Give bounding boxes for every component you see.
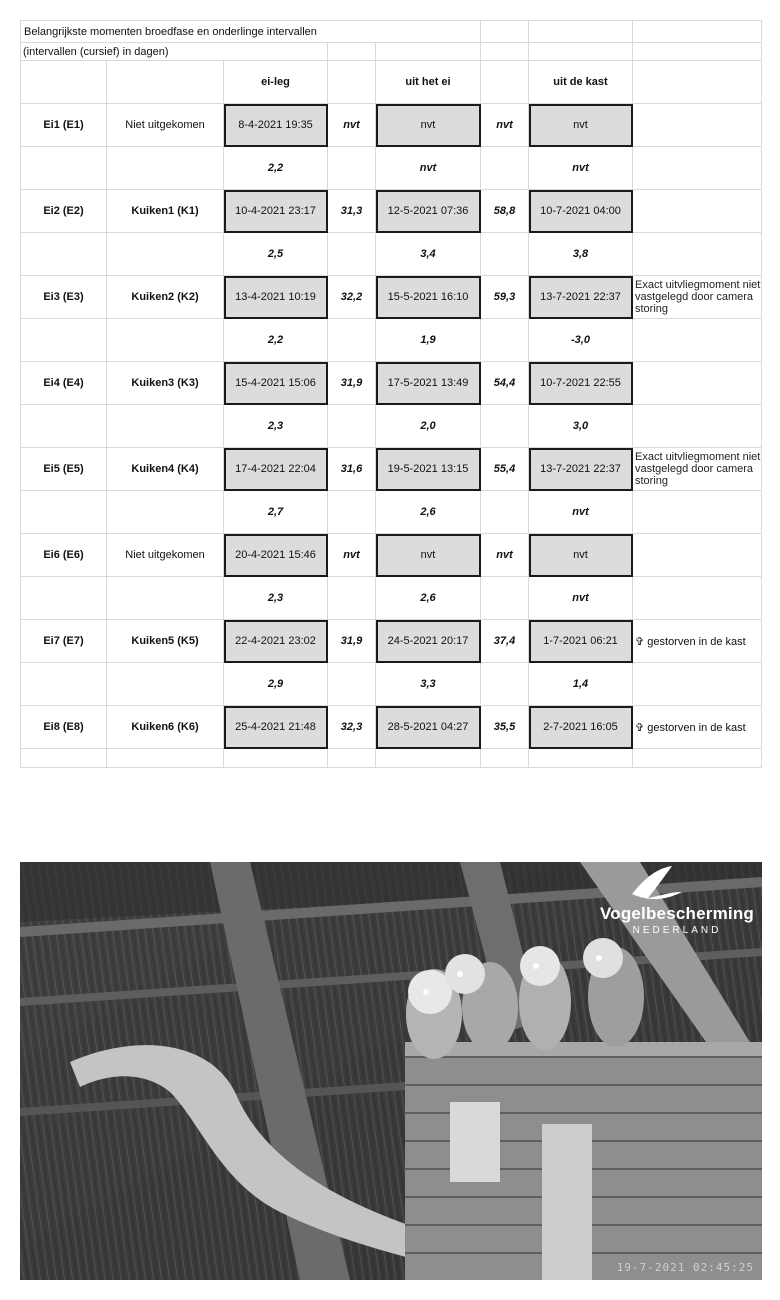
empty-cell <box>481 405 529 448</box>
laying-interval: 2,5 <box>224 233 328 276</box>
egg-row <box>21 190 762 233</box>
empty-cell <box>633 43 762 61</box>
laying-interval: 2,7 <box>224 491 328 534</box>
empty-cell <box>633 749 762 768</box>
row-note: Exact uitvliegmoment niet vastgelegd door camera storing <box>633 448 762 491</box>
empty-cell <box>107 147 224 190</box>
row-note: ✞ gestorven in de kast <box>633 706 762 749</box>
empty-cell <box>328 147 376 190</box>
empty-cell <box>107 663 224 706</box>
fledge-interval: 1,4 <box>529 663 633 706</box>
laying-date: 13-4-2021 10:19 <box>224 276 328 319</box>
hatch-to-fledge-days: nvt <box>481 534 529 577</box>
chick-label: Kuiken3 (K3) <box>107 362 224 405</box>
empty-cell <box>21 61 107 104</box>
nest-box-opening <box>450 1102 500 1182</box>
empty-cell <box>21 405 107 448</box>
egg-row <box>21 276 762 319</box>
egg-row <box>21 706 762 749</box>
laying-date: 25-4-2021 21:48 <box>224 706 328 749</box>
fledge-interval: 3,8 <box>529 233 633 276</box>
fledge-date: nvt <box>529 534 633 577</box>
hatch-to-fledge-days: 59,3 <box>481 276 529 319</box>
hatch-interval: 2,6 <box>376 577 481 620</box>
chick-label: Niet uitgekomen <box>107 104 224 147</box>
hatch-date: 15-5-2021 16:10 <box>376 276 481 319</box>
empty-cell <box>633 233 762 276</box>
empty-cell <box>481 663 529 706</box>
interval-row <box>21 147 762 190</box>
empty-cell <box>107 749 224 768</box>
chick-label: Kuiken6 (K6) <box>107 706 224 749</box>
empty-cell <box>107 491 224 534</box>
empty-cell <box>21 319 107 362</box>
laying-date: 15-4-2021 15:06 <box>224 362 328 405</box>
fledge-interval: 3,0 <box>529 405 633 448</box>
logo-subtitle: NEDERLAND <box>632 925 722 936</box>
row-note: ✞ gestorven in de kast <box>633 620 762 663</box>
hatch-to-fledge-days: 35,5 <box>481 706 529 749</box>
empty-cell <box>328 319 376 362</box>
chick-label: Kuiken5 (K5) <box>107 620 224 663</box>
interval-row <box>21 663 762 706</box>
hatch-interval: 3,4 <box>376 233 481 276</box>
fledge-interval: nvt <box>529 577 633 620</box>
row-note: Exact uitvliegmoment niet vastgelegd door camera storing <box>633 276 762 319</box>
laying-to-hatch-days: nvt <box>328 534 376 577</box>
broedfase-table <box>20 20 762 768</box>
empty-cell <box>21 749 107 768</box>
chick-label: Kuiken4 (K4) <box>107 448 224 491</box>
chick-label: Kuiken1 (K1) <box>107 190 224 233</box>
empty-cell <box>107 577 224 620</box>
laying-to-hatch-days: 32,3 <box>328 706 376 749</box>
empty-cell <box>633 663 762 706</box>
interval-row <box>21 577 762 620</box>
hatch-date: nvt <box>376 534 481 577</box>
interval-row <box>21 491 762 534</box>
empty-cell <box>107 319 224 362</box>
empty-cell <box>328 43 376 61</box>
egg-label: Ei1 (E1) <box>21 104 107 147</box>
table-rows <box>21 104 762 749</box>
table-title: Belangrijkste momenten broedfase en onderlinge intervallen <box>21 21 481 43</box>
header-fledge: uit de kast <box>529 61 633 104</box>
fledge-date: 10-7-2021 04:00 <box>529 190 633 233</box>
laying-to-hatch-days: 31,6 <box>328 448 376 491</box>
empty-cell <box>107 61 224 104</box>
laying-date: 22-4-2021 23:02 <box>224 620 328 663</box>
hatch-to-fledge-days: 37,4 <box>481 620 529 663</box>
egg-label: Ei3 (E3) <box>21 276 107 319</box>
hatch-date: 28-5-2021 04:27 <box>376 706 481 749</box>
laying-to-hatch-days: nvt <box>328 104 376 147</box>
empty-cell <box>529 749 633 768</box>
laying-date: 8-4-2021 19:35 <box>224 104 328 147</box>
egg-label: Ei6 (E6) <box>21 534 107 577</box>
laying-to-hatch-days: 31,3 <box>328 190 376 233</box>
egg-label: Ei4 (E4) <box>21 362 107 405</box>
empty-cell <box>107 233 224 276</box>
hatch-to-fledge-days: 55,4 <box>481 448 529 491</box>
hatch-date: 12-5-2021 07:36 <box>376 190 481 233</box>
fledge-date: nvt <box>529 104 633 147</box>
egg-row <box>21 104 762 147</box>
fledge-date: 2-7-2021 16:05 <box>529 706 633 749</box>
fledge-interval: nvt <box>529 491 633 534</box>
nest-box-top <box>405 1042 762 1056</box>
hatch-interval: 1,9 <box>376 319 481 362</box>
row-note <box>633 362 762 405</box>
empty-cell <box>328 577 376 620</box>
wooden-post <box>542 1124 592 1280</box>
empty-cell <box>633 61 762 104</box>
empty-cell <box>633 21 762 43</box>
empty-cell <box>21 577 107 620</box>
laying-interval: 2,3 <box>224 577 328 620</box>
row-note <box>633 534 762 577</box>
hatch-date: 17-5-2021 13:49 <box>376 362 481 405</box>
egg-label: Ei8 (E8) <box>21 706 107 749</box>
logo-name: Vogelbescherming <box>599 904 754 923</box>
empty-cell <box>21 491 107 534</box>
empty-cell <box>633 147 762 190</box>
empty-cell <box>529 43 633 61</box>
laying-to-hatch-days: 32,2 <box>328 276 376 319</box>
row-note <box>633 190 762 233</box>
hatch-to-fledge-days: 54,4 <box>481 362 529 405</box>
empty-cell <box>328 663 376 706</box>
table-subtitle: (intervallen (cursief) in dagen) <box>21 43 328 61</box>
egg-label: Ei7 (E7) <box>21 620 107 663</box>
empty-cell <box>633 319 762 362</box>
egg-label: Ei5 (E5) <box>21 448 107 491</box>
egg-row <box>21 534 762 577</box>
laying-to-hatch-days: 31,9 <box>328 620 376 663</box>
empty-cell <box>21 663 107 706</box>
fledge-date: 10-7-2021 22:55 <box>529 362 633 405</box>
egg-label: Ei2 (E2) <box>21 190 107 233</box>
empty-cell <box>481 21 529 43</box>
camera-timestamp: 19-7-2021 02:45:25 <box>616 1261 754 1274</box>
empty-cell <box>633 405 762 448</box>
laying-date: 17-4-2021 22:04 <box>224 448 328 491</box>
empty-cell <box>481 491 529 534</box>
row-note <box>633 104 762 147</box>
empty-cell <box>328 61 376 104</box>
hatch-date: nvt <box>376 104 481 147</box>
interval-row <box>21 233 762 276</box>
fledge-interval: nvt <box>529 147 633 190</box>
fledge-interval: -3,0 <box>529 319 633 362</box>
empty-cell <box>21 233 107 276</box>
interval-row <box>21 319 762 362</box>
interval-row <box>21 405 762 448</box>
fledge-date: 13-7-2021 22:37 <box>529 448 633 491</box>
empty-cell <box>376 749 481 768</box>
empty-cell <box>328 405 376 448</box>
laying-to-hatch-days: 31,9 <box>328 362 376 405</box>
fledge-date: 1-7-2021 06:21 <box>529 620 633 663</box>
chick-label: Kuiken2 (K2) <box>107 276 224 319</box>
empty-cell <box>328 233 376 276</box>
empty-cell <box>376 43 481 61</box>
laying-interval: 2,9 <box>224 663 328 706</box>
hatch-interval: 2,0 <box>376 405 481 448</box>
empty-cell <box>481 319 529 362</box>
empty-cell <box>481 147 529 190</box>
hatch-interval: 3,3 <box>376 663 481 706</box>
hatch-date: 24-5-2021 20:17 <box>376 620 481 663</box>
fledge-date: 13-7-2021 22:37 <box>529 276 633 319</box>
empty-cell <box>481 43 529 61</box>
empty-cell <box>481 577 529 620</box>
laying-interval: 2,3 <box>224 405 328 448</box>
egg-row <box>21 620 762 663</box>
vogelbescherming-logo <box>600 864 754 936</box>
hatch-date: 19-5-2021 13:15 <box>376 448 481 491</box>
empty-cell <box>633 577 762 620</box>
header-hatch: uit het ei <box>376 61 481 104</box>
laying-date: 10-4-2021 23:17 <box>224 190 328 233</box>
nestbox-camera-photo <box>20 862 762 1280</box>
empty-cell <box>328 749 376 768</box>
empty-cell <box>481 61 529 104</box>
empty-cell <box>481 749 529 768</box>
empty-cell <box>107 405 224 448</box>
laying-interval: 2,2 <box>224 319 328 362</box>
hatch-to-fledge-days: 58,8 <box>481 190 529 233</box>
laying-date: 20-4-2021 15:46 <box>224 534 328 577</box>
empty-cell <box>224 749 328 768</box>
hatch-to-fledge-days: nvt <box>481 104 529 147</box>
hatch-interval: 2,6 <box>376 491 481 534</box>
chick-label: Niet uitgekomen <box>107 534 224 577</box>
hatch-interval: nvt <box>376 147 481 190</box>
egg-row <box>21 362 762 405</box>
empty-cell <box>633 491 762 534</box>
empty-cell <box>328 491 376 534</box>
empty-cell <box>481 233 529 276</box>
empty-cell <box>529 21 633 43</box>
header-laying: ei-leg <box>224 61 328 104</box>
laying-interval: 2,2 <box>224 147 328 190</box>
empty-cell <box>21 147 107 190</box>
egg-row <box>21 448 762 491</box>
